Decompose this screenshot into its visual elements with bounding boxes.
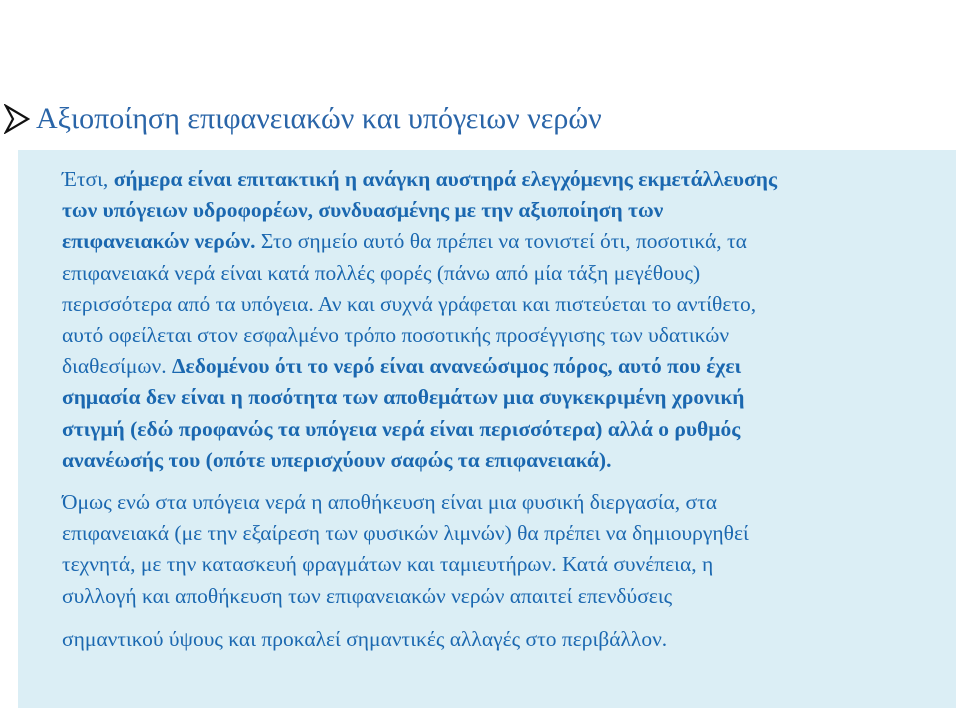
text-line <box>62 164 777 195</box>
text-segment: σημαντικού ύψους και προκαλεί σημαντικές αλλαγές στο περιβάλλον. <box>62 627 668 651</box>
title-row <box>4 99 602 139</box>
bold-text-segment: Δεδομένου ότι το νερό είναι ανανεώσιμος πόρος, αυτό που έχει <box>172 354 742 379</box>
text-line <box>62 382 777 413</box>
text-segment: επιφανειακά νερά είναι κατά πολλές φορές (πάνω από μία τάξη μεγέθους) <box>62 260 701 285</box>
slide-title: Αξιοποίηση επιφανειακών και υπόγειων νερών <box>36 102 602 135</box>
text-line <box>62 487 749 518</box>
text-line <box>62 518 749 549</box>
text-segment: Όμως ενώ στα υπόγεια νερά η αποθήκευση είναι μια φυσική διεργασία, στα <box>62 490 718 514</box>
text-segment: Στο σημείο αυτό θα πρέπει να τονιστεί ότι, ποσοτικά, τα <box>255 229 747 254</box>
text-line <box>62 226 777 257</box>
text-segment: συλλογή και αποθήκευση των επιφανειακών νερών απαιτεί επενδύσεις <box>62 583 673 608</box>
text-line <box>62 320 777 351</box>
bold-text-segment: σημασία δεν είναι η ποσότητα των αποθεμάτων μια συγκεκριμένη χρονική <box>62 385 745 410</box>
text-segment: διαθεσίμων. <box>62 354 173 379</box>
arrowhead-bullet-icon <box>4 104 30 134</box>
bold-text-segment: σήμερα είναι επιτακτική η ανάγκη αυστηρά ελεγχόμενης εκμετάλλευσης <box>113 167 778 191</box>
text-line <box>62 289 777 320</box>
text-segment: αυτό οφείλεται στον εσφαλμένο τρόπο ποσοτικής προσέγγισης των υδατικών <box>62 322 730 347</box>
text-line <box>62 624 667 655</box>
text-line <box>62 195 777 226</box>
paragraph-1 <box>62 164 777 476</box>
bold-text-segment: επιφανειακών νερών. <box>62 229 256 254</box>
text-line <box>62 414 777 445</box>
text-line <box>62 351 777 382</box>
text-line <box>62 581 749 612</box>
bold-text-segment: στιγμή (εδώ προφανώς τα υπόγεια νερά είναι περισσότερα) αλλά ο ρυθμός <box>62 416 741 441</box>
text-segment: τεχνητά, με την κατασκευή φραγμάτων και ταμιευτήρων. Κατά συνέπεια, η <box>62 552 714 577</box>
text-line <box>62 258 777 289</box>
text-segment: Έτσι, <box>62 167 114 191</box>
bold-text-segment: των υπόγειων υδροφορέων, συνδυασμένης με την αξιοποίηση των <box>62 198 664 223</box>
text-segment: επιφανειακά (με την εξαίρεση των φυσικών λιμνών) θα πρέπει να δημιουργηθεί <box>62 521 749 546</box>
text-segment: περισσότερα από τα υπόγεια. Αν και συχνά γράφεται και πιστεύεται το αντίθετο, <box>62 291 757 316</box>
text-line <box>62 445 777 476</box>
paragraph-3 <box>62 624 667 655</box>
paragraph-2 <box>62 487 749 612</box>
bold-text-segment: ανανέωσής του (οπότε υπερισχύουν σαφώς τα επιφανειακά). <box>62 447 612 472</box>
text-line <box>62 549 749 580</box>
